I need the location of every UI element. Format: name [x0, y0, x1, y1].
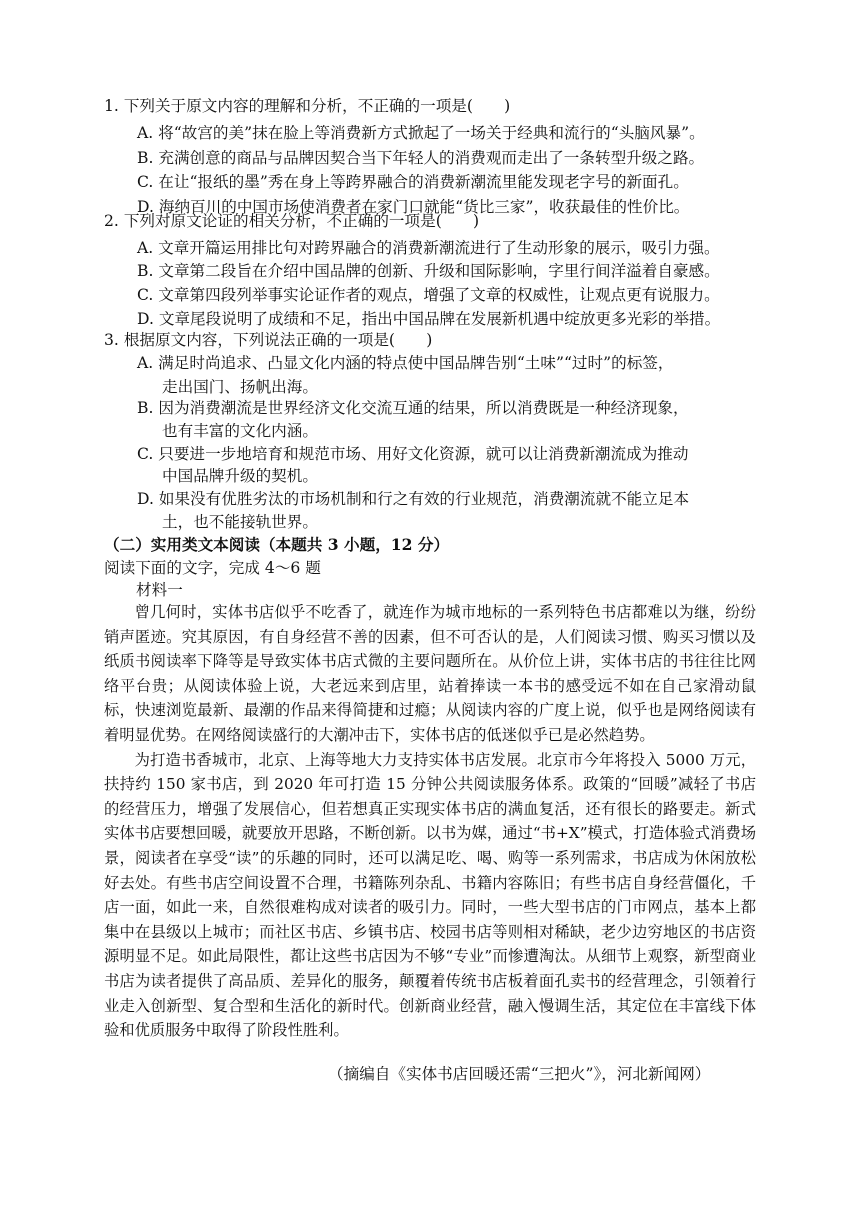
question-3-option-b-cont: 也有丰富的文化内涵。 — [162, 422, 318, 440]
instruction-text: 阅读下面的文字，完成 4～6 题 — [104, 559, 321, 577]
question-3-stem: 3. 根据原文内容，下列说法正确的一项是( ) — [104, 331, 433, 349]
question-1-option-a: A. 将“故宫的美”抹在脸上等消费新方式掀起了一场关于经典和流行的“头脑风暴”。 — [137, 124, 705, 142]
question-2-option-a: A. 文章开篇运用排比句对跨界融合的消费新潮流进行了生动形象的展示，吸引力强。 — [137, 239, 720, 257]
question-3-option-c: C. 只要进一步地培育和规范市场、用好文化资源，就可以让消费新潮流成为推动 — [137, 445, 689, 463]
material-body — [104, 600, 756, 1043]
material-label: 材料一 — [136, 581, 183, 599]
question-3-option-d-cont: 土，也不能接轨世界。 — [162, 513, 318, 531]
question-2-stem: 2. 下列对原文论证的相关分析，不正确的一项是( ) — [104, 212, 480, 230]
question-2-option-d: D. 文章尾段说明了成绩和不足，指出中国品牌在发展新机遇中绽放更多光彩的举措。 — [137, 310, 721, 328]
question-3-option-a-cont: 走出国门、扬帆出海。 — [162, 378, 318, 396]
question-1-option-b: B. 充满创意的商品与品牌因契合当下年轻人的消费观而走出了一条转型升级之路。 — [137, 149, 705, 167]
question-3-option-a: A. 满足时尚追求、凸显文化内涵的特点使中国品牌告别“土味”“过时”的标签， — [137, 354, 674, 372]
question-2-option-b: B. 文章第二段旨在介绍中国品牌的创新、升级和国际影响，字里行间洋溢着自豪感。 — [137, 262, 720, 280]
section-title: （二）实用类文本阅读（本题共 3 小题，12 分） — [104, 535, 450, 554]
question-1-option-d: D. 海纳百川的中国市场使消费者在家门口就能“货比三家”，收获最佳的性价比。 — [137, 198, 690, 216]
question-3-option-b: B. 因为消费潮流是世界经济文化交流互通的结果，所以消费既是一种经济现象， — [137, 399, 689, 417]
question-1-stem: 1. 下列关于原文内容的理解和分析，不正确的一项是( ) — [104, 97, 511, 115]
paragraph-2: 为打造书香城市，北京、上海等地大力支持实体书店发展。北京市今年将投入 5000 万元，扶持约 150 家书店，到 2020 年可打造 15 分钟公共阅读服务体系。政策的“回暖”减轻了书店的经营压力，增强了发展信心，但若想真正实现实体书店的满血复活，还有很长的路要走。新式实体书店要想回暖，就要放开思路，不断创新。以书为媒，通过“书+X”模式，打造体验式消费场景，阅读者在享受“读”的乐趣的同时，还可以满足吃、喝、购等一系列需求，书店成为休闲放松好去处。有些书店空间设置不合理，书籍陈列杂乱、书籍内容陈旧；有些书店自身经营僵化，千店一面，如此一来，自然很难构成对读者的吸引力。同时，一些大型书店的门市网点，基本上都集中在县级以上城市；而社区书店、乡镇书店、校园书店等则相对稀缺，老少边穷地区的书店资源明显不足。如此局限性，都让这些书店因为不够“专业”而惨遭淘汰。从细节上观察，新型商业书店为读者提供了高品质、差异化的服务，颠覆着传统书店板着面孔卖书的经营理念，引领着行业走入创新型、复合型和生活化的新时代。创新商业经营，融入慢调生活，其定位在丰富线下体验和优质服务中取得了阶段性胜利。 — [104, 750, 756, 1040]
question-3-option-c-cont: 中国品牌升级的契机。 — [162, 467, 318, 485]
question-3-option-d: D. 如果没有优胜劣汰的市场机制和行之有效的行业规范，消费潮流就不能立足本 — [137, 490, 690, 508]
question-1-option-c: C. 在让“报纸的墨”秀在身上等跨界融合的消费新潮流里能发现老字号的新面孔。 — [137, 173, 689, 191]
paragraph-1: 曾几何时，实体书店似乎不吃香了，就连作为城市地标的一系列特色书店都难以为继，纷纷销声匿迹。究其原因，有自身经营不善的因素，但不可否认的是，人们阅读习惯、购买习惯以及纸质书阅读率下降等是导致实体书店式微的主要问题所在。从价位上讲，实体书店的书往往比网络平台贵；从阅读体验上说，大老远来到店里，站着捧读一本书的感受远不如在自己家滑动鼠标，快速浏览最新、最潮的作品来得简捷和过瘾；从阅读内容的广度上说，似乎也是网络阅读有着明显优势。在网络阅读盛行的大潮冲击下，实体书店的低迷似乎已是必然趋势。 — [104, 603, 756, 744]
question-2-option-c: C. 文章第四段列举事实论证作者的观点，增强了文章的权威性，让观点更有说服力。 — [137, 286, 720, 304]
source-citation: （摘编自《实体书店回暖还需“三把火”》，河北新闻网） — [328, 1065, 711, 1083]
